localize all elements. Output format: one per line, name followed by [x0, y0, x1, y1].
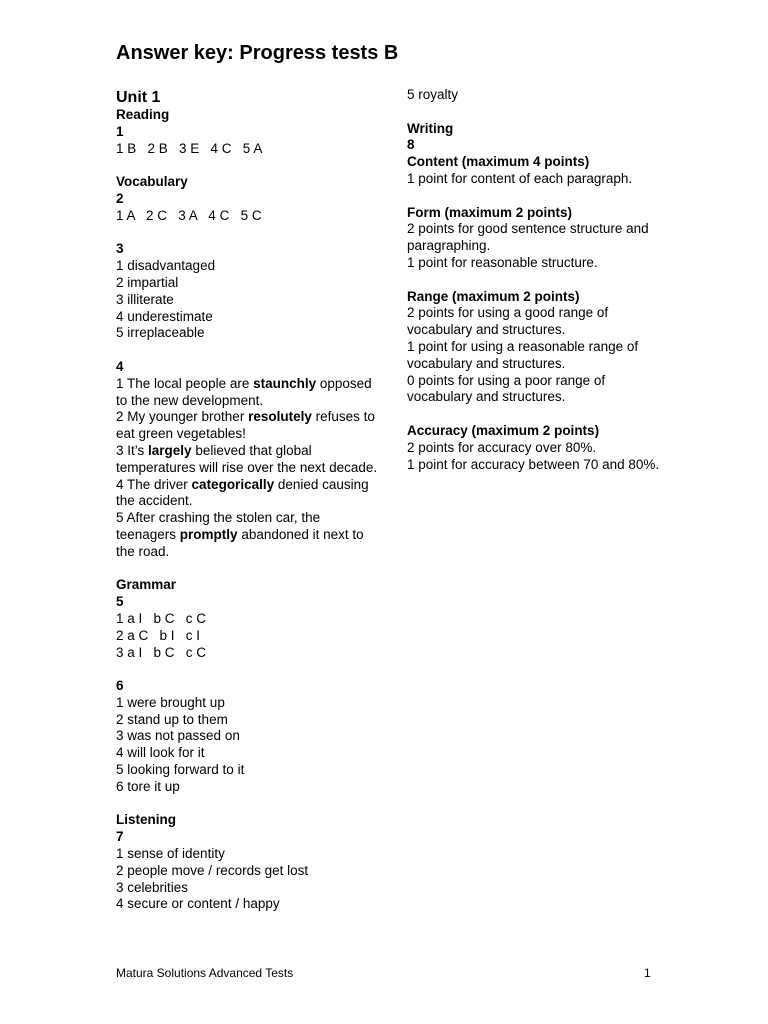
range-heading: Range (maximum 2 points) [407, 288, 580, 304]
vocabulary-exercise-number: 2 [116, 190, 124, 206]
exercise-3-number: 3 [116, 241, 124, 257]
range-criteria: 2 points for using a good range of vocabulary and structures. [407, 305, 609, 338]
answer-word: resolutely [248, 409, 312, 425]
writing-heading: Writing [407, 120, 454, 136]
listening-exercise-number: 7 [116, 829, 124, 845]
range-criteria: 1 point for using a reasonable range of vocabulary and structures. [407, 338, 639, 371]
footer-title: Matura Solutions Advanced Tests [116, 966, 294, 980]
left-column [116, 87, 378, 913]
exercise-4-item: 4 The driver categorically denied causing the accident. [116, 476, 369, 509]
page-number: 1 [644, 966, 651, 980]
exercise-6-item: 6 tore it up [116, 778, 180, 794]
exercise-4-item: 5 After crashing the stolen car, the teenagers promptly abandoned it next to the road. [116, 510, 364, 559]
accuracy-criteria: 2 points for accuracy over 80%. [407, 439, 597, 455]
exercise-4-item: 1 The local people are staunchly opposed to the new development. [116, 375, 372, 408]
exercise-4-item: 2 My younger brother resolutely refuses to eat green vegetables! [116, 409, 375, 442]
vocabulary-answers: 1 A 2 C 3 A 4 C 5 C [116, 207, 262, 223]
form-heading: Form (maximum 2 points) [407, 204, 573, 220]
exercise-6-item: 3 was not passed on [116, 728, 240, 744]
form-criteria: 1 point for reasonable structure. [407, 254, 598, 270]
listening-item: 1 sense of identity [116, 846, 225, 862]
listening-item: 5 royalty [407, 87, 459, 102]
exercise-6-item: 2 stand up to them [116, 711, 228, 727]
reading-exercise-number: 1 [116, 123, 124, 139]
exercise-3-item: 2 impartial [116, 274, 179, 290]
form-criteria: 2 points for good sentence structure and paragraphing. [407, 221, 649, 254]
exercise-3-item: 1 disadvantaged [116, 258, 216, 274]
vocabulary-heading: Vocabulary [116, 174, 188, 190]
exercise-4-number: 4 [116, 358, 124, 374]
content-heading: Content (maximum 4 points) [407, 154, 590, 170]
grammar-item: 2 a C b I c I [116, 627, 201, 643]
listening-item: 3 celebrities [116, 879, 189, 895]
exercise-6-item: 1 were brought up [116, 694, 225, 710]
grammar-item: 3 a I b C c C [116, 644, 207, 660]
page-title: Answer key: Progress tests B [116, 42, 399, 64]
exercise-3-item: 3 illiterate [116, 291, 174, 307]
exercise-6-item: 4 will look for it [116, 745, 205, 761]
reading-heading: Reading [116, 107, 170, 122]
answer-word: staunchly [253, 375, 317, 391]
accuracy-heading: Accuracy (maximum 2 points) [407, 422, 600, 438]
grammar-exercise-number: 5 [116, 594, 124, 610]
exercise-3-item: 4 underestimate [116, 308, 213, 324]
accuracy-criteria: 1 point for accuracy between 70 and 80%. [407, 456, 660, 472]
answer-word: largely [148, 442, 192, 458]
reading-answers: 1 B 2 B 3 E 4 C 5 A [116, 140, 263, 156]
listening-heading: Listening [116, 812, 176, 828]
exercise-4-item: 3 It’s largely believed that global temperatures will rise over the next decade. [116, 442, 378, 475]
listening-item: 2 people move / records get lost [116, 862, 309, 878]
content-criteria: 1 point for content of each paragraph. [407, 170, 633, 186]
grammar-item: 1 a I b C c C [116, 610, 207, 626]
listening-item: 4 secure or content / happy [116, 896, 280, 912]
grammar-heading: Grammar [116, 577, 177, 593]
right-column [407, 87, 662, 473]
range-criteria: 0 points for using a poor range of vocabulary and structures. [407, 372, 606, 405]
exercise-6-number: 6 [116, 678, 124, 694]
writing-exercise-number: 8 [407, 137, 415, 153]
unit-heading: Unit 1 [116, 89, 161, 106]
answer-word: categorically [191, 476, 275, 492]
exercise-3-item: 5 irreplaceable [116, 325, 205, 341]
answer-word: promptly [179, 526, 238, 542]
exercise-6-item: 5 looking forward to it [116, 762, 245, 778]
